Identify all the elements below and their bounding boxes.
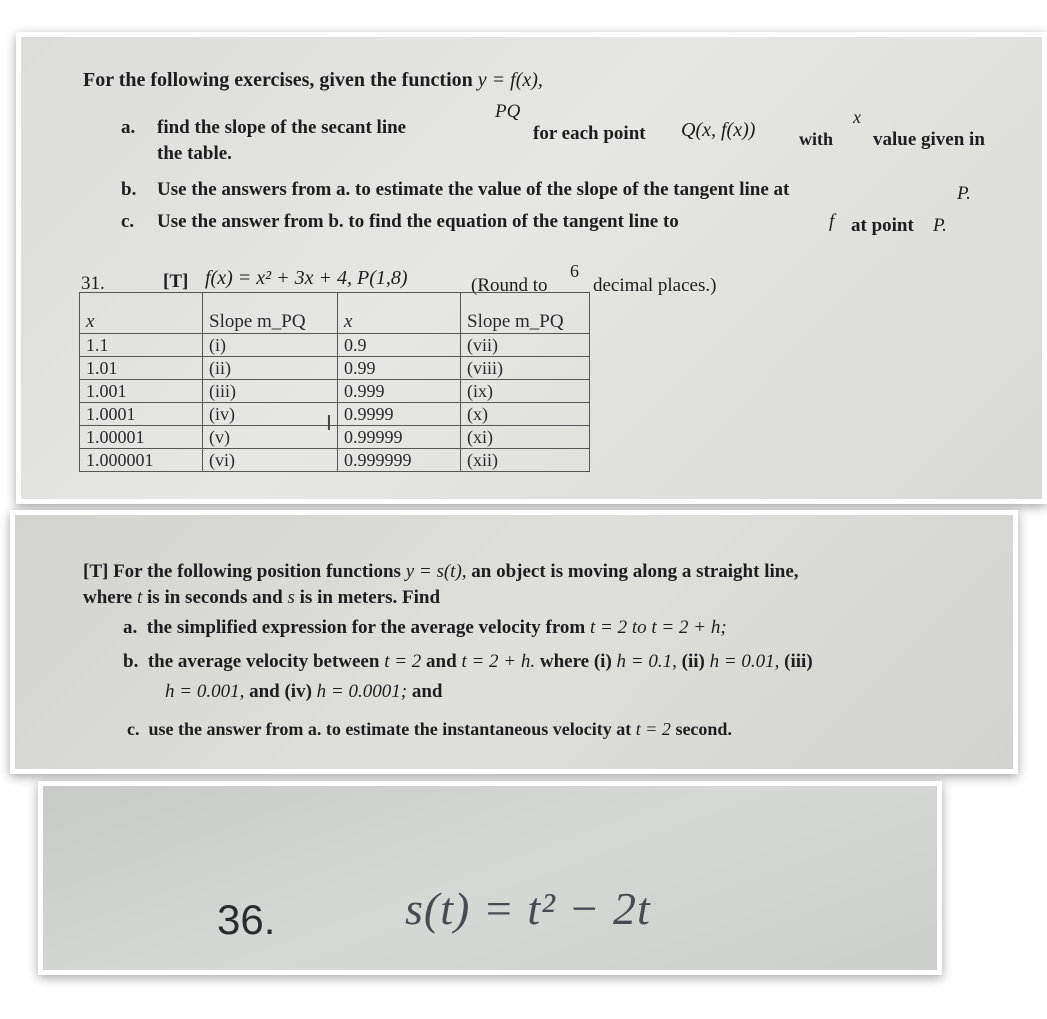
part-c-at: at point — [851, 215, 914, 236]
pp-c-math: t = 2 — [635, 719, 671, 739]
photo-exercise-31 — [16, 32, 1047, 504]
pp-b-iv: and (iv) — [249, 681, 312, 702]
part-a-x: x — [853, 107, 861, 127]
pp-part-b-line2 — [165, 681, 442, 703]
part-a-point: Q(x, f(x)) — [681, 119, 756, 141]
table-cell: 0.999 — [338, 380, 461, 403]
pp-b-h4: h = 0.0001; — [316, 681, 408, 702]
part-b-label: b. — [121, 179, 137, 200]
pp-line1-b: an object is moving along a straight line, — [471, 561, 799, 582]
table-header-row — [80, 293, 590, 334]
table-cell: 0.9999 — [338, 403, 461, 426]
values-table — [79, 292, 590, 472]
header-slope-2: Slope m_PQ — [461, 293, 590, 334]
table-cell: 1.0001 — [80, 403, 203, 426]
pp-b-where: where (i) — [539, 651, 612, 672]
pp-b-h2: h = 0.01, — [709, 651, 780, 672]
table-cell: (iv) — [203, 403, 338, 426]
part-a-text: find the slope of the secant line — [157, 117, 407, 138]
pp-a-text: the simplified expression for the average velocity from — [146, 617, 586, 638]
pp-line2-b: is in seconds and — [147, 587, 283, 608]
table-cell: (vi) — [203, 449, 338, 472]
table-cell: (iii) — [203, 380, 338, 403]
pp-line2-c: is in meters. Find — [299, 587, 441, 608]
part-a-line2: the table. — [157, 143, 232, 164]
part-c-point: P. — [933, 215, 947, 236]
intro-lead: For the following exercises, given the function — [83, 69, 473, 91]
table-cell: (ix) — [461, 380, 590, 403]
round-digits: 6 — [570, 261, 579, 281]
table-cell: (i) — [203, 334, 338, 357]
pp-line2-t: t — [137, 587, 143, 608]
pp-line2-s: s — [287, 587, 295, 608]
photo-exercise-36 — [38, 781, 942, 975]
part-a-pq: PQ — [495, 101, 521, 122]
table-cell: 1.1 — [80, 334, 203, 357]
pp-part-c — [127, 719, 732, 740]
part-b-point: P. — [957, 183, 971, 204]
exercise-tag: [T] — [163, 271, 189, 292]
part-a-with: with — [799, 129, 834, 149]
pp-b-text: the average velocity between — [147, 651, 380, 672]
table-row — [80, 426, 590, 449]
pp-b-label: b. — [123, 651, 139, 672]
table-cell: 1.001 — [80, 380, 203, 403]
exercise-36-number: 36. — [217, 896, 276, 943]
pp-line1-fn: y = s(t), — [405, 561, 467, 582]
table-cell: (viii) — [461, 357, 590, 380]
pp-line1-a: [T] For the following position functions — [83, 561, 401, 582]
pp-c-label: c. — [127, 719, 140, 739]
table-cell: (xii) — [461, 449, 590, 472]
pp-b-end: and — [411, 681, 443, 702]
pp-a-math: t = 2 to t = 2 + h; — [590, 617, 727, 638]
exercise-function: f(x) = x² + 3x + 4, P(1,8) — [205, 267, 408, 289]
part-c-f: f — [829, 211, 835, 232]
intro-function: y = f(x), — [477, 69, 543, 91]
pp-b-h3: h = 0.001, — [165, 681, 245, 702]
round-note: (Round to — [471, 275, 548, 296]
table-cell: (ii) — [203, 357, 338, 380]
pp-line1 — [83, 561, 799, 583]
table-cell: 0.9 — [338, 334, 461, 357]
intro-line — [83, 69, 543, 92]
pp-c-text: use the answer from a. to estimate the instantaneous velocity at — [148, 719, 632, 739]
table-row — [80, 334, 590, 357]
table-cell: (v) — [203, 426, 338, 449]
pp-b-iii: (iii) — [784, 651, 813, 672]
header-x-2: x — [338, 293, 461, 334]
pp-b-ii: (ii) — [681, 651, 705, 672]
text-cursor-icon: I — [326, 411, 332, 435]
part-b-text: Use the answers from a. to estimate the value of the slope of the tangent line at — [157, 179, 790, 200]
pp-line2 — [83, 587, 440, 609]
exercise-36-function: s(t) = t² − 2t — [405, 883, 651, 934]
table-cell: 1.00001 — [80, 426, 203, 449]
table-row — [80, 449, 590, 472]
table-cell: (x) — [461, 403, 590, 426]
pp-a-label: a. — [123, 617, 138, 638]
header-x-1: x — [80, 293, 203, 334]
table-cell: (vii) — [461, 334, 590, 357]
pp-part-b — [123, 651, 813, 673]
table-cell: 0.99 — [338, 357, 461, 380]
part-c-text: Use the answer from b. to find the equation of the tangent line to — [157, 211, 679, 232]
part-a-mid: for each point — [533, 123, 646, 144]
pp-c-end: second. — [675, 719, 732, 739]
part-a-label: a. — [121, 117, 136, 138]
exercise-number: 31. — [81, 273, 105, 294]
part-c-label: c. — [121, 211, 135, 232]
table-row — [80, 380, 590, 403]
table-cell: 0.99999 — [338, 426, 461, 449]
pp-b-and: and — [426, 651, 457, 672]
header-slope-1: Slope m_PQ — [203, 293, 338, 334]
table-row — [80, 357, 590, 380]
table-cell: 1.01 — [80, 357, 203, 380]
table-cell: 0.999999 — [338, 449, 461, 472]
part-a-end: value given in — [873, 129, 985, 150]
table-cell: (xi) — [461, 426, 590, 449]
table-row — [80, 403, 590, 426]
pp-b-t2: t = 2 + h. — [461, 651, 536, 672]
table-cell: 1.000001 — [80, 449, 203, 472]
pp-b-t1: t = 2 — [384, 651, 422, 672]
pp-b-h1: h = 0.1, — [616, 651, 677, 672]
pp-line2-a: where — [83, 587, 133, 608]
pp-part-a — [123, 617, 727, 639]
round-end: decimal places.) — [593, 275, 717, 296]
photo-position-problem — [10, 510, 1018, 774]
